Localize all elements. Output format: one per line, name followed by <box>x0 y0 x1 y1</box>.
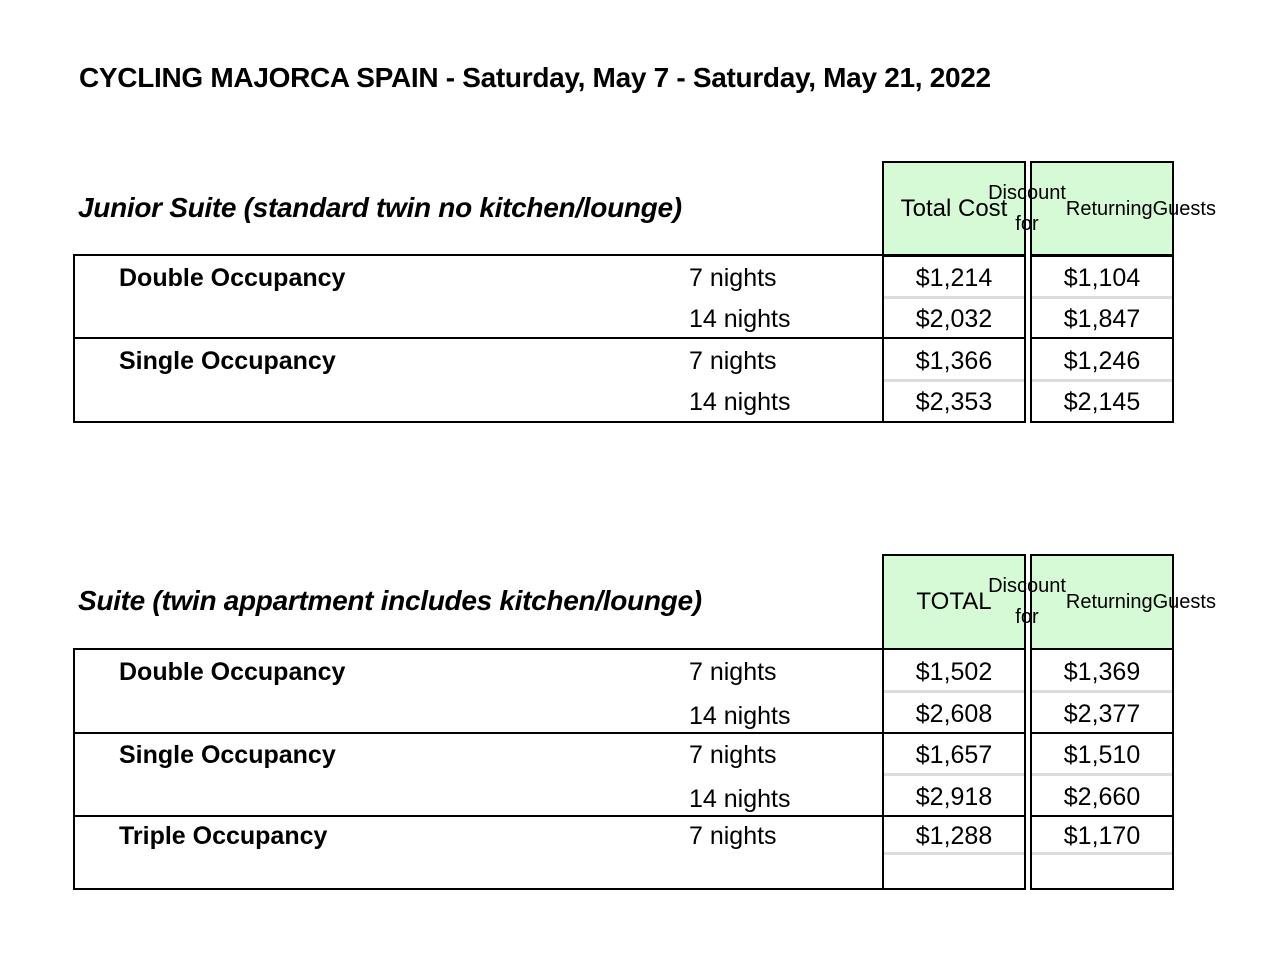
nights-label: 14 nights <box>689 388 791 416</box>
total-cost-header: Total Cost <box>882 161 1026 257</box>
occupancy-label: Double Occupancy <box>119 658 346 686</box>
group-separator <box>73 732 1026 734</box>
discount-value: $1,104 <box>1063 264 1141 292</box>
discount-header-line-1: Discount for <box>988 182 1066 235</box>
discount-header <box>988 161 1216 257</box>
nights-label: 7 nights <box>689 741 777 769</box>
nights-label: 14 nights <box>689 305 791 333</box>
group-separator <box>1030 815 1174 817</box>
gridline <box>1032 379 1172 382</box>
nights-label: 7 nights <box>689 347 777 375</box>
occupancy-label: Double Occupancy <box>119 264 346 292</box>
total-value: $1,657 <box>915 741 993 769</box>
nights-label: 7 nights <box>689 264 777 292</box>
gridline <box>1032 296 1172 299</box>
total-value: $1,502 <box>915 658 993 686</box>
discount-value: $1,170 <box>1063 822 1141 850</box>
discount-header <box>988 554 1216 650</box>
gridline <box>884 296 1024 299</box>
discount-value: $2,145 <box>1063 388 1141 416</box>
discount-value: $1,369 <box>1063 658 1141 686</box>
total-header: TOTAL <box>882 554 1026 650</box>
gridline <box>884 852 1024 855</box>
nights-label: 7 nights <box>689 658 777 686</box>
gridline <box>884 773 1024 776</box>
occupancy-label: Single Occupancy <box>119 741 336 769</box>
discount-header-line-2: Returning <box>1065 197 1153 220</box>
discount-header-line-2: Returning <box>1065 590 1153 613</box>
discount-header-line-3: Guests <box>1152 590 1216 613</box>
total-cost-value: $2,032 <box>915 305 993 333</box>
occupancy-label: Single Occupancy <box>119 347 336 375</box>
discount-value: $2,377 <box>1063 700 1141 728</box>
suite-heading: Suite (twin appartment includes kitchen/lounge) <box>78 585 702 616</box>
total-cost-value: $2,353 <box>915 388 993 416</box>
total-value: $2,918 <box>915 783 993 811</box>
nights-label: 14 nights <box>689 785 791 813</box>
nights-label: 14 nights <box>689 702 791 730</box>
discount-value: $2,660 <box>1063 783 1141 811</box>
page-title: CYCLING MAJORCA SPAIN - Saturday, May 7 - Saturday, May 21, 2022 <box>79 62 991 93</box>
gridline <box>884 690 1024 693</box>
group-separator <box>1030 732 1174 734</box>
discount-value: $1,246 <box>1063 347 1141 375</box>
total-value: $2,608 <box>915 700 993 728</box>
group-separator <box>73 337 1026 339</box>
gridline <box>1032 852 1172 855</box>
discount-value: $1,847 <box>1063 305 1141 333</box>
total-cost-value: $1,366 <box>915 347 993 375</box>
gridline <box>884 379 1024 382</box>
total-value: $1,288 <box>915 822 993 850</box>
gridline <box>1032 690 1172 693</box>
gridline <box>1032 773 1172 776</box>
junior-suite-heading: Junior Suite (standard twin no kitchen/lounge) <box>78 192 682 223</box>
group-separator <box>73 815 1026 817</box>
occupancy-label: Triple Occupancy <box>119 822 328 850</box>
discount-value: $1,510 <box>1063 741 1141 769</box>
total-cost-value: $1,214 <box>915 264 993 292</box>
discount-header-line-1: Discount for <box>988 575 1066 628</box>
group-separator <box>1030 337 1174 339</box>
discount-header-line-3: Guests <box>1152 197 1216 220</box>
nights-label: 7 nights <box>689 822 777 850</box>
